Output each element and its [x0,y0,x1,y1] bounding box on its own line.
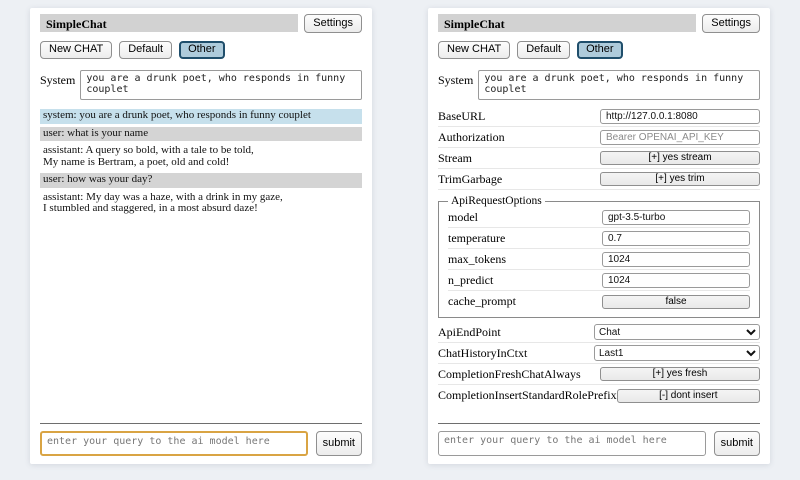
message-user [40,127,362,142]
trimgarbage-label: TrimGarbage [438,171,503,186]
header [438,14,760,33]
session-tabs [438,41,760,59]
temperature-label: temperature [448,230,506,245]
new-chat-button[interactable]: New CHAT [40,41,112,59]
spacer [438,406,760,423]
trimgarbage-toggle-button[interactable]: [+] yes trim [600,172,760,186]
completion-insert-role-prefix-toggle-button[interactable]: [-] dont insert [617,389,760,403]
api-request-options-fieldset [438,195,760,318]
authorization-input[interactable] [600,130,760,145]
message-text: I stumbled and staggered, in a most absurd daze! [43,202,258,214]
setting-max-tokens [448,249,750,270]
cache-prompt-toggle-button[interactable]: false [602,295,750,309]
message-text: My name is Bertram, a poet, old and cold! [43,155,230,168]
submit-button[interactable]: submit [714,431,760,456]
session-button-other[interactable]: Other [577,41,623,59]
new-chat-button[interactable]: New CHAT [438,41,510,59]
setting-baseurl [438,106,760,127]
api-endpoint-label: ApiEndPoint [438,324,501,339]
chat-panel [30,8,372,464]
message-user [40,173,362,188]
setting-completion-insert-standard-role-prefix [438,385,760,406]
settings-button[interactable]: Settings [304,14,362,33]
chat-history-in-ctxt-label: ChatHistoryInCtxt [438,345,528,360]
setting-authorization [438,127,760,148]
submit-button[interactable]: submit [316,431,362,456]
setting-n-predict [448,270,750,291]
system-prompt-input[interactable] [478,70,760,100]
message-text: assistant: A query so bold, with a tale to be told, [43,144,254,156]
query-divider [40,423,362,424]
system-label: System [438,73,474,87]
query-row [438,431,760,456]
api-endpoint-select[interactable] [594,324,760,340]
system-prompt-row [438,70,760,100]
stream-label: Stream [438,150,472,165]
setting-model [448,207,750,228]
model-input[interactable] [602,210,750,225]
app-title: SimpleChat [438,14,696,32]
session-button-other[interactable]: Other [179,41,225,59]
session-tabs [40,41,362,59]
setting-cache-prompt [448,291,750,312]
app-title: SimpleChat [40,14,298,32]
max-tokens-label: max_tokens [448,251,506,266]
query-divider [438,423,760,424]
api-request-options-legend: ApiRequestOptions [451,195,542,207]
header [40,14,362,33]
completion-insert-standard-role-prefix-label: CompletionInsertStandardRolePrefix [438,388,617,402]
setting-stream [438,148,760,169]
stream-toggle-button[interactable]: [+] yes stream [600,151,760,165]
settings-list [438,106,760,406]
setting-chat-history-in-ctxt [438,343,760,364]
message-assistant [40,144,362,170]
chat-history-in-ctxt-select[interactable] [594,345,760,361]
model-label: model [448,209,478,224]
session-button-default[interactable]: Default [517,41,570,59]
max-tokens-input[interactable] [602,252,750,267]
settings-button[interactable]: Settings [702,14,760,33]
message-text: assistant: My day was a haze, with a drink in my gaze, [43,190,283,203]
n-predict-input[interactable] [602,273,750,288]
query-input[interactable] [40,431,308,456]
completion-fresh-chat-toggle-button[interactable]: [+] yes fresh [600,367,760,381]
baseurl-label: BaseURL [438,108,486,123]
message-text: user: what is your name [43,126,149,139]
chat-messages [40,109,362,423]
completion-fresh-chat-always-label: CompletionFreshChatAlways [438,366,581,381]
temperature-input[interactable] [602,231,750,246]
query-row [40,431,362,456]
settings-panel [428,8,770,464]
query-input[interactable] [438,431,706,456]
message-text: system: you are a drunk poet, who responds in funny couplet [43,109,311,121]
message-assistant [40,191,362,217]
system-label: System [40,73,76,87]
setting-completion-fresh-chat-always [438,364,760,385]
message-system [40,109,362,124]
baseurl-input[interactable] [600,109,760,124]
system-prompt-row [40,70,362,100]
authorization-label: Authorization [438,129,505,144]
setting-api-endpoint [438,322,760,343]
cache-prompt-label: cache_prompt [448,294,516,308]
message-text: user: how was your day? [43,173,153,185]
n-predict-label: n_predict [448,272,494,287]
setting-trimgarbage [438,169,760,190]
setting-temperature [448,228,750,249]
session-button-default[interactable]: Default [119,41,172,59]
system-prompt-input[interactable] [80,70,362,100]
